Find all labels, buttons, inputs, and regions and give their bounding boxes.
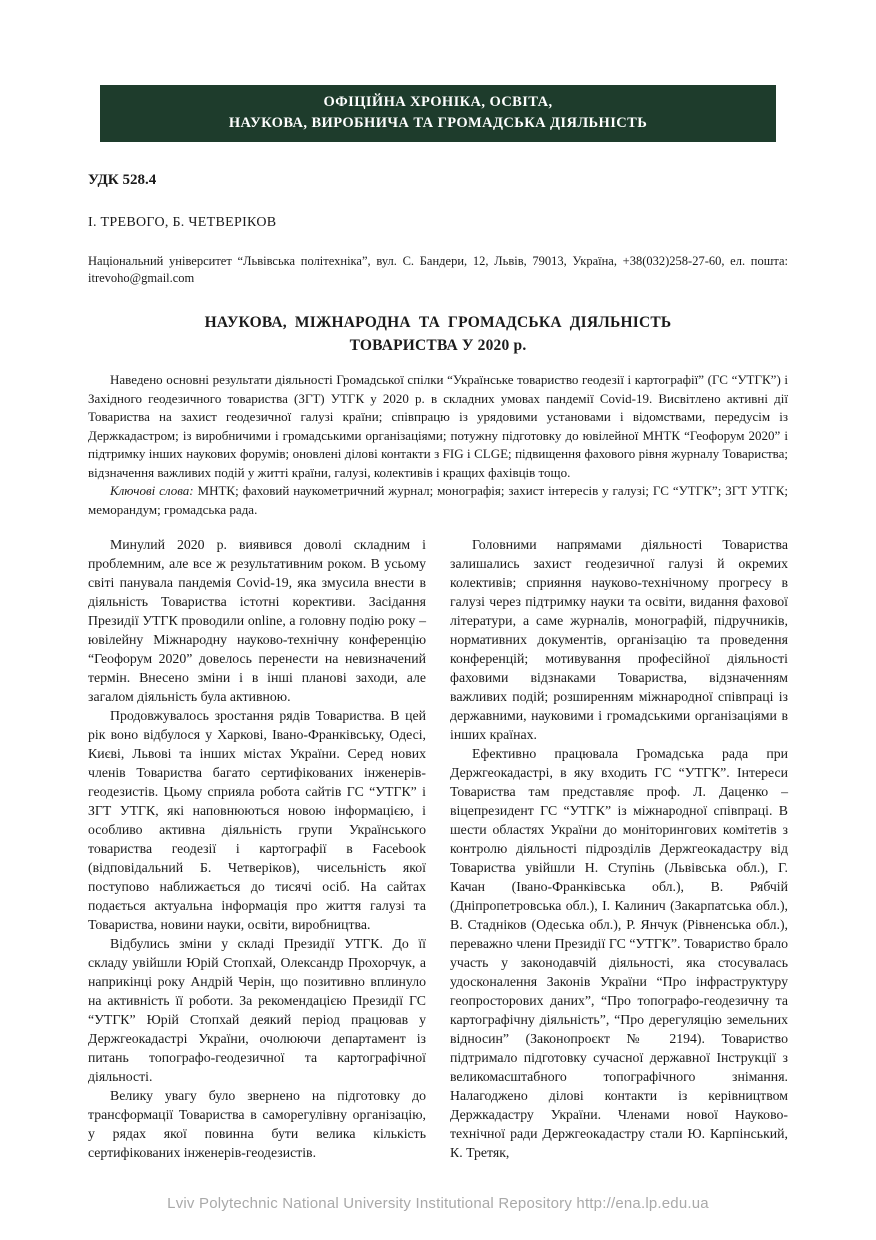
page-content <box>0 172 876 1162</box>
left-paragraph-2: Продовжувалось зростання рядів Товариства. В цей рік воно відбулося у Харкові, Івано-Франківську, Одесі, Києві, Львові та інших містах України. Серед нових членів Товариства багато сертифікованих інженерів-геодезистів. Цьому сприяла робота сайтів ГС “УТГК” і ЗГТ УТГК, які наповнюються новою інформацією, і особливо активна діяльність групи Українського товариства геодезії і картографії в Facebook (відповідальний Б. Четверіков), чисельність якої поступово наближається до тисячі осіб. На сайтах подається актуальна інформація про життя галузі та Товариства, новини науки, освіти, виробництва. <box>88 708 426 932</box>
udc-code: УДК 528.4 <box>88 172 157 188</box>
repository-footer: Lviv Polytechnic National University Institutional Repository http://ena.lp.edu.ua <box>167 1195 709 1212</box>
abstract-block <box>88 371 788 519</box>
article-title-line2: ТОВАРИСТВА У 2020 р. <box>349 337 527 354</box>
abstract-text: Наведено основні результати діяльності Громадської спілки “Українське товариство геодезії і картографії” (ГС “УТГК”) і Західного геодезичного товариства (ЗГТ) УТГК у 2020 р. в складних умовах пандемії Covid-19. Висвітлено активні дії Товариства на захист геодезичної галузі країни; співпрацю із урядовими установами і відомствами, передусім із Держкадастром; із виробничими і громадськими організаціями; потужну підготовку до ювілейної МНТК “Геофорум 2020” і підтримку інших наукових форумів; оновлені ділові контакти з FIG і CLGE; підвищення фахового рівня журналу Товариства; відзначення важливих подій у житті країни, галузі, колективів і кращих фахівців тощо. <box>88 372 788 480</box>
authors-line: І. ТРЕВОГО, Б. ЧЕТВЕРІКОВ <box>88 215 277 230</box>
right-column <box>450 535 788 1162</box>
section-banner <box>100 85 776 142</box>
article-title <box>88 311 788 357</box>
keywords-text: МНТК; фаховий наукометричний журнал; монографія; захист інтересів у галузі; ГС “УТГК”; ЗГТ УТГК; меморандум; громадська рада. <box>88 483 788 517</box>
keywords-label: Ключові слова: <box>110 483 194 498</box>
left-column <box>88 535 426 1162</box>
article-title-line1: НАУКОВА, МІЖНАРОДНА ТА ГРОМАДСЬКА ДІЯЛЬНІСТЬ <box>204 314 672 331</box>
banner-line1: ОФІЦІЙНА ХРОНІКА, ОСВІТА, <box>323 94 553 110</box>
affiliation: Національний університет “Львівська політехніка”, вул. С. Бандери, 12, Львів, 79013, Україна, +38(032)258-27-60, ел. пошта: itrevoho@gmail.com <box>88 254 788 285</box>
left-paragraph-1: Минулий 2020 р. виявився доволі складним і проблемним, але все ж результативним роком. В усьому світі панувала пандемія Covid-19, яка змусила внести в діяльність Товариства істотні корективи. Засідання Президії УТГК проводили online, а головну подію року – ювілейну Міжнародну науково-технічну конференцію “Геофорум 2020” довелось перенести на невизначений термін. Внесено зміни і в інші планові заходи, але загалом діяльність була активною. <box>88 537 426 704</box>
left-paragraph-3: Відбулись зміни у складі Президії УТГК. До її складу увійшли Юрій Стопхай, Олександр Прохорчук, а наприкінці року Андрій Черін, що позитивно вплинуло на активність її роботи. За рекомендацією Президії ГС “УТГК” Юрій Стопхай деякий період працював у Держгеокадастрі України, очолюючи департамент із питань топографо-геодезичної та картографічної діяльності. <box>88 936 426 1084</box>
two-column-body <box>88 535 788 1162</box>
keywords-line <box>88 482 788 519</box>
right-paragraph-1: Головними напрямами діяльності Товариства залишались захист геодезичної галузі й окремих колективів; сприяння науково-технічному прогресу в галузі через підтримку науки та освіти, видання фахової літератури, а саме журналів, монографій, підручників, нормативних документів, організацію та проведення конференцій; мотивування професійної діяльності фаховими відзнаками Товариства, відзначенням важливих подій; розширенням міжнародної співпраці із державними, науковими і громадськими організаціями в інших країнах. <box>450 537 788 742</box>
left-paragraph-4: Велику увагу було звернено на підготовку до трансформації Товариства в саморегулівну організацію, у рядах якої повинна бути велика кількість сертифікованих інженерів-геодезистів. <box>88 1088 426 1160</box>
right-paragraph-2: Ефективно працювала Громадська рада при Держгеокадастрі, в яку входить ГС “УТГК”. Інтереси Товариства там представляє проф. Л. Даценко – віцепрезидент ГС “УТГК” із міжнародної співпраці. В шести областях України до моніторингових комітетів з контролю діяльності підрозділів Держгеокадастру від Товариства увійшли Н. Ступінь (Львівська обл.), Г. Качан (Івано-Франківська обл.), В. Рябчій (Дніпропетровська обл.), І. Калинич (Закарпатська обл.), В. Стадніков (Одеська обл.), Р. Янчук (Рівненська обл.), переважно члени Президії ГС “УТГК”. Товариство брало участь у законодавчій діяльності, яка стосувалась удосконалення Законів України “Про інфраструктуру геопросторових даних”, “Про топографо-геодезичну та картографічну діяльність”, “Про дерегуляцію земельних відносин” (Законопроєкт № 2194). Товариство підтримало підготовку сучасної державної Інструкції з великомасштабного топографічного знімання. Налагоджено ділові контакти із керівництвом Держкадастру України. Членами нової Науково-технічної ради Держгеокадастру стали Ю. Карпінський, К. Третяк, <box>450 746 788 1160</box>
banner-line2: НАУКОВА, ВИРОБНИЧА ТА ГРОМАДСЬКА ДІЯЛЬНІСТЬ <box>228 115 648 131</box>
